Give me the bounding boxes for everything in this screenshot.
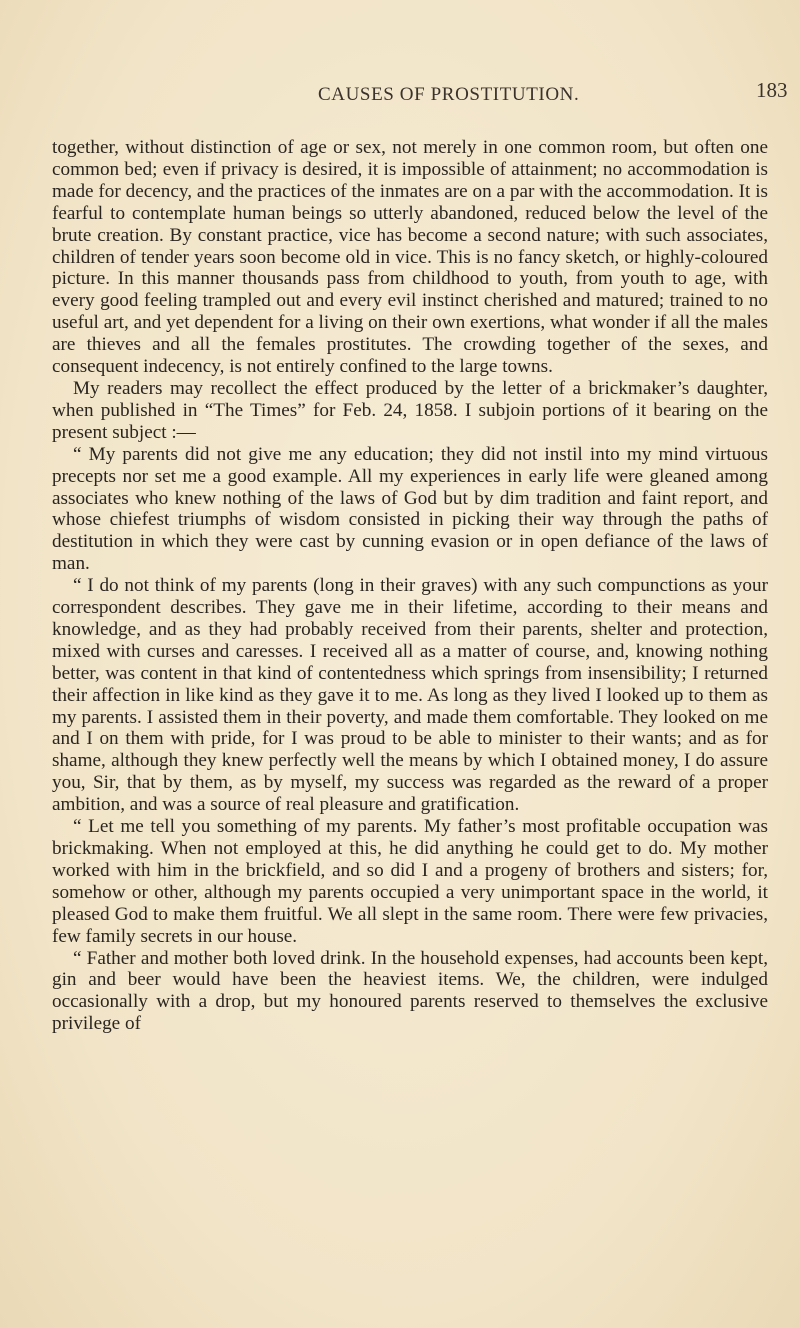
paragraph-letter-brickmaking: “ Let me tell you something of my parents. My father’s most profitable occupation was brickmaking. When not employed at this, he did anything he could get to do. My mother worked with him in the brickfield, and so did I and a progeny of brothers and sisters; for, somehow or other, although my parents occupied a very unimportant space in the world, it pleased God to make them fruitful. We all slept in the same room. There were few privacies, few family secrets in our house.: [52, 816, 768, 947]
paragraph-continuation: together, without distinction of age or sex, not merely in one common room, but often one common bed; even if privacy is desired, it is impossible of attainment; no accommodation is made for decency, and the practices of the inmates are on a par with the accommodation. It is fearful to contemplate human beings so utterly abandoned, reduced below the level of the brute creation. By constant practice, vice has become a second nature; with such associates, children of tender years soon become old in vice. This is no fancy sketch, or highly-coloured picture. In this manner thousands pass from childhood to youth, from youth to age, with every good feeling trampled out and every evil instinct cherished and matured; trained to no useful art, and yet dependent for a living on their own exertions, what wonder if all the males are thieves and all the females prostitutes. The crowding together of the sexes, and consequent indecency, is not entirely confined to the large towns.: [52, 137, 768, 378]
paragraph-letter-parents: “ I do not think of my parents (long in their graves) with any such compunctions as your correspondent describes. They gave me in their lifetime, according to their means and knowledge, and as they had probably received from their parents, shelter and protection, mixed with curses and caresses. I received all as a matter of course, and, knowing nothing better, was content in that kind of contentedness which springs from insensibility; I returned their affection in like kind as they gave it to me. As long as they lived I looked up to them as my parents. I assisted them in their poverty, and made them comfortable. They looked on me and I on them with pride, for I was proud to be able to minister to their wants; and as for shame, although they knew perfectly well the means by which I obtained money, I do assure you, Sir, that by them, as by myself, my success was regarded as the reward of a proper ambition, and was a source of real pleasure and gratification.: [52, 575, 768, 816]
page-number: 183: [756, 78, 788, 102]
paragraph-letter-drink: “ Father and mother both loved drink. In the household expenses, had accounts been kept, gin and beer would have been the heaviest items. We, the children, were indulged occasionally with a drop, but my honoured parents reserved to themselves the exclusive privilege of: [52, 947, 768, 1035]
running-head: [0, 78, 800, 114]
paragraph-letter-education: “ My parents did not give me any education; they did not instil into my mind virtuous precepts nor set me a good example. All my experiences in early life were gleaned among associates who knew nothing of the laws of God but by dim tradition and faint report, and whose chiefest triumphs of wisdom consisted in picking their way through the paths of destitution in which they were cast by cunning evasion or in open defiance of the laws of man.: [52, 443, 768, 575]
paragraph-readers-recollect: My readers may recollect the effect produced by the letter of a brickmaker’s daughter, when published in “The Times” for Feb. 24, 1858. I subjoin portions of it bearing on the present subject :—: [52, 377, 768, 443]
running-title: CAUSES OF PROSTITUTION.: [318, 84, 580, 105]
body-text: [52, 137, 768, 1035]
